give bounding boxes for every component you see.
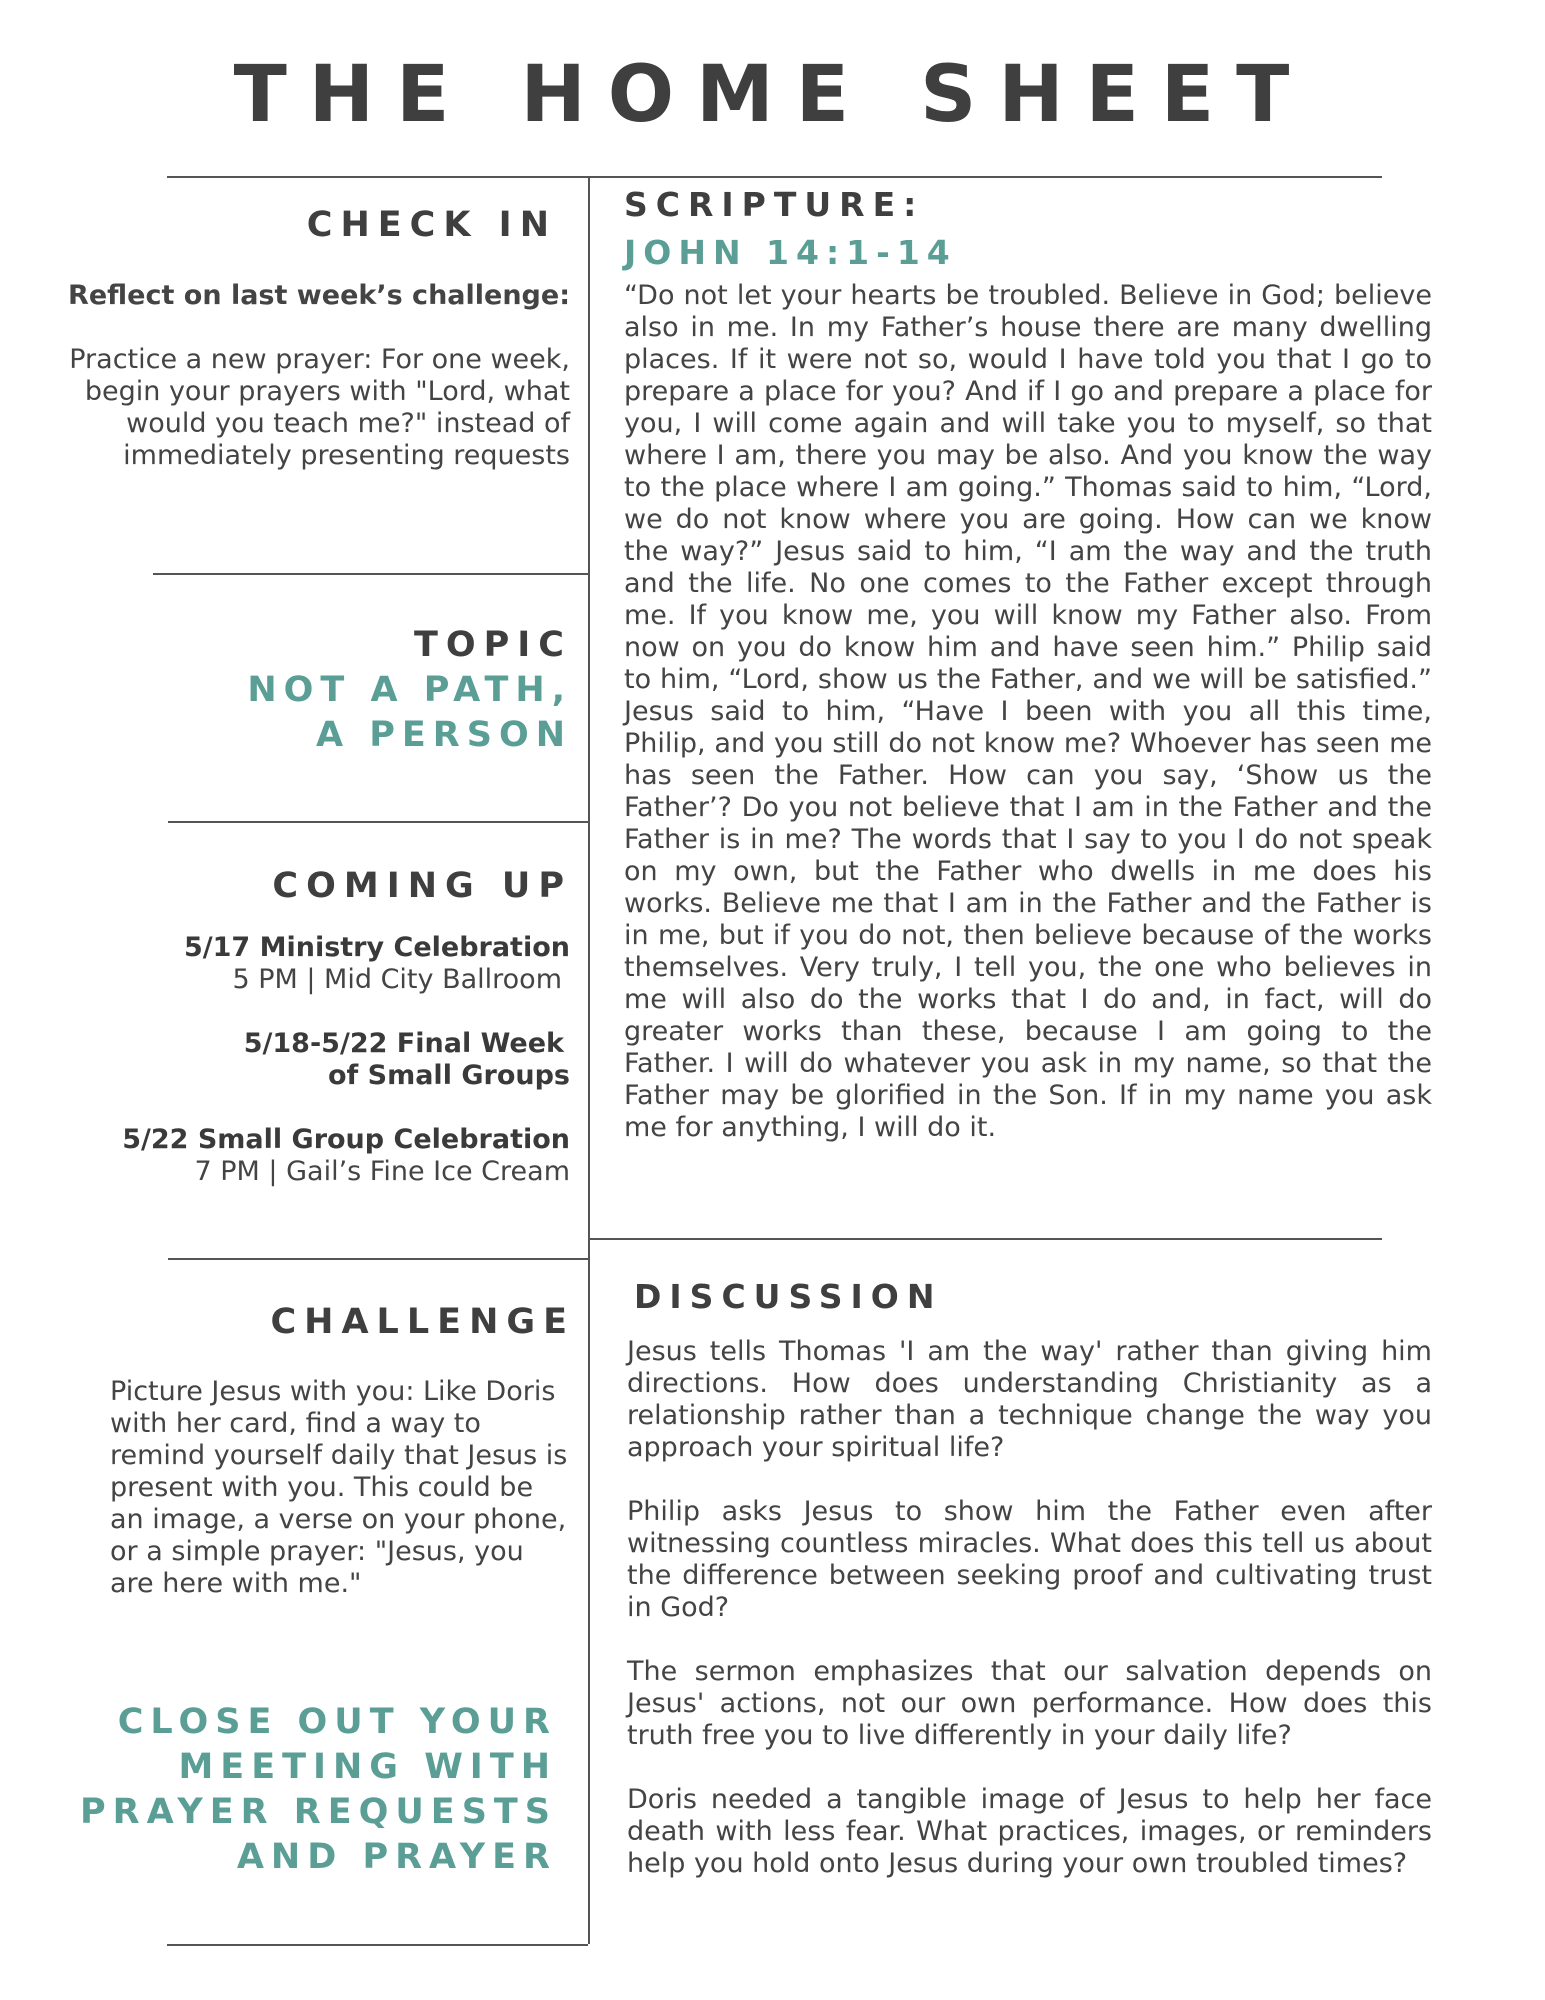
event-title: 5/18-5/22 Final Week	[243, 1028, 564, 1059]
scripture-text: “Do not let your hearts be troubled. Believe in God; believe also in me. In my Father’s house there are many dwelling places. If it were not so, would I have told you that I go to prepare a place for you? And if I go and prepare a place for you, I will come again and will take you to myself, so that where I am, there you may be also. And you know the way to the place where I am going.” Thomas said to him, “Lord, we do not know where you are going. How can we know the way?” Jesus said to him, “I am the way and the truth and the life. No one comes to the Father except through me. If you know me, you will know my Father also. From now on you do know him and have seen him.” Philip said to him, “Lord, show us the Father, and we will be satisfied.” Jesus said to him, “Have I been with you all this time, Philip, and you still do not know me? Whoever has seen me has seen the Father. How can you say, ‘Show us the Father’? Do you not believe that I am in the Father and the Father is in me? The words that I say to you I do not speak on my own, but the Father who dwells in me does his works. Believe me that I am in the Father and the Father is in me, but if you do not, then believe because of the works themselves. Very truly, I tell you, the one who believes in me will also do the works that I do and, in fact, will do greater works than these, because I am going to the Father. I will do whatever you ask in my name, so that the Father may be glorified in the Son. If in my name you ask me for anything, I will do it.	[624, 280, 1432, 1143]
check-in-prompt: Reflect on last week’s challenge:	[68, 280, 570, 311]
close-out-line2: MEETING WITH	[178, 1747, 557, 1787]
event-item	[60, 1124, 570, 1188]
scripture-reference: JOHN 14:1-14	[624, 233, 957, 272]
bottom-divider	[167, 1944, 588, 1946]
event-item	[60, 1028, 570, 1092]
challenge-heading: CHALLENGE	[270, 1302, 575, 1342]
coming-up-heading: COMING UP	[272, 866, 572, 906]
check-in-text: Practice a new prayer: For one week, begin your prayers with "Lord, what would you teach me?" instead of immediately presenting requests	[69, 344, 570, 471]
page-title: THE HOME SHEET	[233, 50, 1312, 140]
discussion-question: Philip asks Jesus to show him the Father even after witnessing countless miracles. What does this tell us about the difference between seeking proof and cultivating trust in God?	[627, 1496, 1432, 1623]
topic-divider	[168, 821, 588, 823]
topic-heading: TOPIC	[414, 625, 572, 665]
discussion-question: Jesus tells Thomas 'I am the way' rather than giving him directions. How does understanding Christianity as a relationship rather than a technique change the way you approach your spiritual life?	[627, 1336, 1432, 1463]
challenge-text: Picture Jesus with you: Like Doris with her card, find a way to remind yourself daily that Jesus is present with you. This could be an image, a verse on your phone, or a simple prayer: "Jesus, you are here with me."	[110, 1376, 568, 1599]
close-out-line3: PRAYER REQUESTS	[80, 1792, 557, 1832]
discussion-heading: DISCUSSION	[634, 1277, 943, 1316]
event-item	[60, 932, 570, 996]
discussion-questions	[627, 1336, 1432, 1912]
event-title: 5/17 Ministry Celebration	[183, 932, 570, 963]
column-divider	[588, 176, 590, 1944]
comingup-divider	[168, 1258, 588, 1260]
discussion-question: The sermon emphasizes that our salvation depends on Jesus' actions, not our own performance. How does this truth free you to live differently in your daily life?	[627, 1656, 1432, 1751]
event-details: of Small Groups	[327, 1060, 570, 1091]
scripture-heading: SCRIPTURE:	[624, 185, 925, 224]
topic-title-line2: A PERSON	[315, 715, 572, 755]
top-divider	[167, 176, 1382, 178]
topic-title-line1: NOT A PATH,	[247, 670, 572, 710]
scripture-divider	[590, 1238, 1382, 1240]
event-title: 5/22 Small Group Celebration	[122, 1124, 570, 1155]
discussion-question: Doris needed a tangible image of Jesus to help her face death with less fear. What practices, images, or reminders help you hold onto Jesus during your own troubled times?	[627, 1784, 1432, 1879]
close-out-line1: CLOSE OUT YOUR	[117, 1702, 557, 1742]
check-in-heading: CHECK IN	[306, 205, 557, 245]
event-details: 5 PM | Mid City Ballroom	[232, 964, 562, 995]
event-details: 7 PM | Gail’s Fine Ice Cream	[194, 1156, 570, 1187]
close-out-line4: AND PRAYER	[236, 1837, 557, 1877]
checkin-divider	[153, 573, 588, 575]
